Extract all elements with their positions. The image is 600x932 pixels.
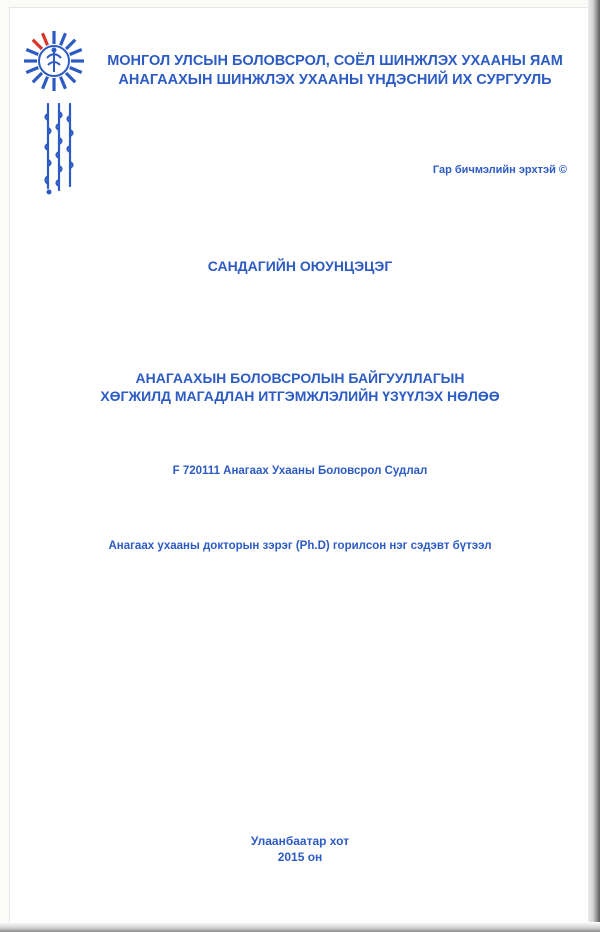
thesis-title-line-1: АНАГААХЫН БОЛОВСРОЛЫН БАЙГУУЛЛАГЫН <box>135 370 465 386</box>
copyright-note: Гар бичмэлийн эрхтэй © <box>432 164 567 176</box>
place-and-year <box>0 833 600 865</box>
city: Улаанбаатар хот <box>250 834 350 848</box>
thesis-title <box>0 369 600 405</box>
thesis-title-line-2: ХӨГЖИЛД МАГАДЛАН ИТГЭМЖЛЭЛИЙН ҮЗҮҮЛЭХ НӨЛӨӨ <box>100 388 500 404</box>
ministry-name: МОНГОЛ УЛСЫН БОЛОВСРОЛ, СОЁЛ ШИНЖЛЭХ УХААНЫ ЯАМ <box>107 53 563 69</box>
university-emblem-icon <box>23 30 85 92</box>
institution-header <box>100 52 570 90</box>
degree-statement: Анагаах ухааны докторын зэрэг (Ph.D) горилсон нэг сэдэвт бүтээл <box>108 540 492 552</box>
author-name: САНДАГИЙН ОЮУНЦЭЦЭГ <box>207 258 393 274</box>
year: 2015 он <box>277 850 323 864</box>
scanner-edge-bottom <box>0 922 600 932</box>
mongolian-script-emblem <box>40 100 80 195</box>
university-name: АНАГААХЫН ШИНЖЛЭХ УХААНЫ ҮНДЭСНИЙ ИХ СУРГУУЛЬ <box>118 72 552 88</box>
specialty-code: F 720111 Анагаах Ухааны Боловсрол Судлал <box>172 465 428 477</box>
